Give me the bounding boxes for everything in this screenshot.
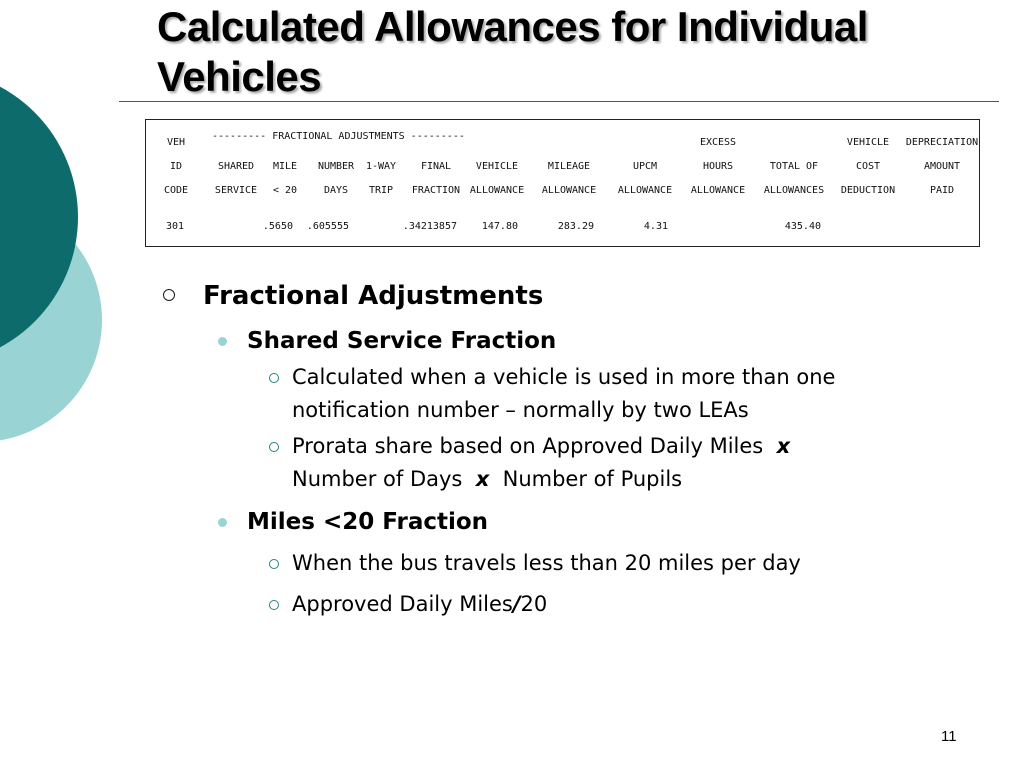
col-header: PAID	[929, 185, 955, 196]
bullet-text: Shared Service Fraction	[247, 328, 557, 354]
col-header: HOURS	[702, 161, 734, 172]
bullet-text: When the bus travels less than 20 miles per day	[292, 551, 801, 575]
multiply-symbol: x	[776, 434, 791, 458]
allowance-report-table	[145, 119, 980, 247]
col-header: ALLOWANCE	[617, 185, 673, 196]
decorative-circles	[0, 0, 120, 460]
bullet-text	[292, 588, 932, 621]
col-header: SHARED	[217, 161, 255, 172]
col-header: DAYS	[323, 185, 349, 196]
page-number: 11	[941, 728, 957, 745]
bullet-text	[292, 430, 932, 496]
col-header: ALLOWANCE	[690, 185, 746, 196]
col-header: VEH	[166, 137, 186, 148]
col-header: AMOUNT	[923, 161, 961, 172]
bullet-text: Miles <20 Fraction	[247, 509, 489, 535]
title-divider	[119, 101, 999, 102]
col-header: TOTAL OF	[769, 161, 819, 172]
col-header: NUMBER	[317, 161, 355, 172]
col-header: < 20	[272, 185, 298, 196]
cell-mile-lt-20: .5650	[262, 221, 293, 232]
ring-bullet-icon	[269, 559, 279, 569]
col-header: CODE	[163, 185, 189, 196]
col-header: ALLOWANCE	[541, 185, 597, 196]
cell-mileage-allowance: 283.29	[557, 221, 594, 232]
bullet-text: Fractional Adjustments	[203, 281, 544, 311]
cell-vehicle-allowance: 147.80	[481, 221, 518, 232]
col-header: VEHICLE	[475, 161, 519, 172]
slash-symbol: /	[512, 592, 521, 616]
dot-bullet-icon	[218, 337, 227, 346]
col-header: SERVICE	[214, 185, 258, 196]
cell-upcm-allowance: 4.31	[643, 221, 668, 232]
text-part: 20	[520, 592, 548, 616]
col-header: FINAL	[420, 161, 452, 172]
group-header: --------- FRACTIONAL ADJUSTMENTS ---------	[212, 131, 465, 142]
ring-bullet-icon	[269, 373, 279, 383]
ring-bullet-icon	[269, 600, 279, 610]
ring-bullet-icon	[269, 442, 279, 452]
text-part: Prorata share based on Approved Daily Miles	[292, 434, 764, 458]
text-part: Approved Daily Miles	[292, 592, 513, 616]
col-header: MILEAGE	[547, 161, 591, 172]
text-part: Number of Days	[292, 467, 463, 491]
col-header: COST	[855, 161, 881, 172]
text-part: Number of Pupils	[502, 467, 683, 491]
multiply-symbol: x	[475, 467, 490, 491]
cell-total-allowances: 435.40	[784, 221, 821, 232]
col-header: FRACTION	[411, 185, 461, 196]
hollow-circle-bullet-icon	[163, 289, 175, 301]
col-header: 1-WAY	[365, 161, 397, 172]
col-header: MILE	[272, 161, 298, 172]
col-header: DEDUCTION	[840, 185, 896, 196]
col-header: DEPRECIATION	[905, 137, 979, 148]
cell-final-fraction: .34213857	[402, 221, 457, 232]
slide-title: Calculated Allowances for Individual Vehicles	[157, 3, 868, 100]
col-header: TRIP	[368, 185, 394, 196]
cell-veh-id: 301	[166, 221, 185, 232]
bullet-text: Calculated when a vehicle is used in more than one notification number – normally by two LEAs	[292, 365, 836, 422]
cell-number-days: .605555	[306, 221, 349, 232]
col-header: EXCESS	[699, 137, 737, 148]
col-header: ALLOWANCE	[469, 185, 525, 196]
col-header: UPCM	[632, 161, 658, 172]
col-header: ID	[169, 161, 183, 172]
col-header: VEHICLE	[846, 137, 890, 148]
col-header: ALLOWANCES	[763, 185, 825, 196]
dot-bullet-icon	[218, 518, 227, 527]
